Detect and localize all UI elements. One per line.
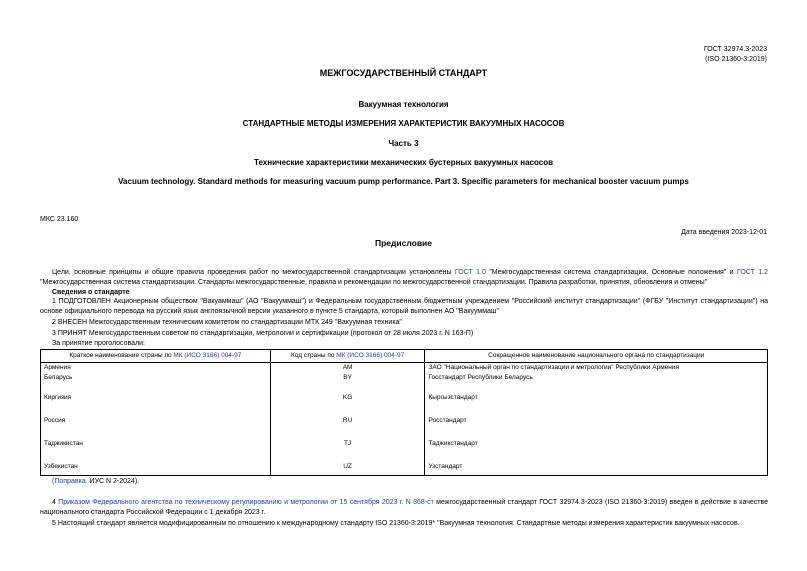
amendment-text: ИУС N 2-2024). [87,478,140,485]
document-number-block [704,45,767,65]
mks-code: МКС 23.160 [40,216,79,223]
item-2-submitted: 2 ВНЕСЕН Межгосударственным техническим комитетом по стандартизации МТК 249 "Вакуумная техника" [52,319,402,326]
country-cell: Россия [41,416,271,439]
item-4-number: 4 [52,499,59,506]
english-title: Vacuum technology. Standard methods for measuring vacuum pump performance. Part 3. Specific parameters for mechanical booster vacuum pumps [118,177,689,186]
code-cell: AM [270,363,425,373]
table-header-row [41,350,768,363]
code-cell: UZ [270,462,425,476]
mk-iso-3166-link[interactable]: МК (ИСО 3166) 004-97 [173,352,242,359]
countries-table [40,349,768,476]
iso-reference: (ISO 21360-3:2019) [705,56,767,63]
country-cell: Беларусь [41,373,271,393]
body-cell: Госстандарт Республики Беларусь [425,373,768,393]
table-row [41,416,768,439]
mk-iso-3166-link[interactable]: МК (ИСО 3166) 004-97 [336,352,405,359]
code-cell: RU [270,416,425,439]
body-cell: Таджикстандарт [425,439,768,462]
body-cell: Кыргызстандарт [425,393,768,416]
item-4-enacted [40,498,768,517]
item-4-text: межгосударственный стандарт ГОСТ 32974.3-2023 (ISO 21360-3:2019) введен в действие в качестве национального стандарта Российской Федерации с 1 декабря 2023 г. [40,499,768,516]
introduction-date: Дата введения 2023-12-01 [681,229,767,236]
column-header-body: Сокращенное наименование национального органа по стандартизации [425,350,768,363]
table-row [41,393,768,416]
country-cell: Армения [41,363,271,373]
paragraph-text: "Межгосударственная система стандартизации. Основные положения" и [485,269,737,276]
main-title: СТАНДАРТНЫЕ МЕТОДЫ ИЗМЕРЕНИЯ ХАРАКТЕРИСТИК ВАКУУМНЫХ НАСОСОВ [242,119,565,128]
amendment-link[interactable]: (Поправка. [52,478,88,485]
paragraph-text: Цели, основные принципы и общие правила проведения работ по межгосударственной стандартизации установлены [52,269,455,276]
body-cell: Узстандарт [425,462,768,476]
column-header-code [270,350,425,363]
header-text: Код страны по [290,352,337,359]
voted-for-label: За принятие проголосовали: [52,340,145,347]
gost-1-2-link[interactable]: ГОСТ 1.2 [736,269,768,276]
country-cell: Узбекистан [41,462,271,476]
country-cell: Киргизия [41,393,271,416]
part-heading: Часть 3 [388,139,419,148]
paragraph-text: "Межгосударственная система стандартизации. Стандарты межгосударственные, правила и рекомендации по межгосударственной стандартизации. Правила разработки, принятия, обновления и отмены" [40,278,708,286]
info-heading: Сведения о стандарте [52,289,130,296]
document-number: ГОСТ 32974.3-2023 [703,46,767,53]
foreword-heading: Предисловие [374,238,433,248]
body-cell: Росстандарт [425,416,768,439]
table-row [41,462,768,476]
amendment-note [40,477,768,487]
table-row [41,373,768,393]
subtitle: Технические характеристики механических бустерных вакуумных насосов [253,158,554,167]
item-1-prepared: 1 ПОДГОТОВЛЕН Акционерным обществом "Вакуаммаш" (АО "Вакууммаш") и Федеральным государственным бюджетным учреждением "Российский институт стандартизации" (ФГБУ "Институт стандартизации") на основе официального перевода на русский язык англоязычной версии указанного в пункте 5 стандарта, который выполнен АО "Вакууммаш" [40,298,768,315]
column-header-country [41,350,271,363]
country-cell: Таджикистан [41,439,271,462]
body-cell: ЗАО "Национальный орган по стандартизации и метрологии" Республики Армения [425,363,768,373]
foreword-paragraph [40,268,768,287]
code-cell: BY [270,373,425,393]
table-row [41,439,768,462]
code-cell: KG [270,393,425,416]
item-3-adopted: 3 ПРИНЯТ Межгосударственным советом по стандартизации, метрологии и сертификации (протокол от 28 июля 2023 г. N 163-П) [52,330,474,337]
code-cell: TJ [270,439,425,462]
standard-type-heading: МЕЖГОСУДАРСТВЕННЫЙ СТАНДАРТ [319,68,488,78]
table-row [41,363,768,373]
item-5-modified: 5 Настоящий стандарт является модифицированным по отношению к международному стандарту ISO 21360-3:2019* "Вакуумная технология. Стандартные методы измерения характеристик вакуумных насосов. [52,520,740,527]
topic-heading: Вакуумная технология [358,100,449,109]
header-text: Краткое наименование страны по [69,352,174,359]
order-link[interactable]: Приказом Федерального агентства по техническому регулированию и метрологии от 15 сентября 2023 г. N 868-ст [58,499,434,506]
gost-1-0-link[interactable]: ГОСТ 1.0 [454,269,486,276]
